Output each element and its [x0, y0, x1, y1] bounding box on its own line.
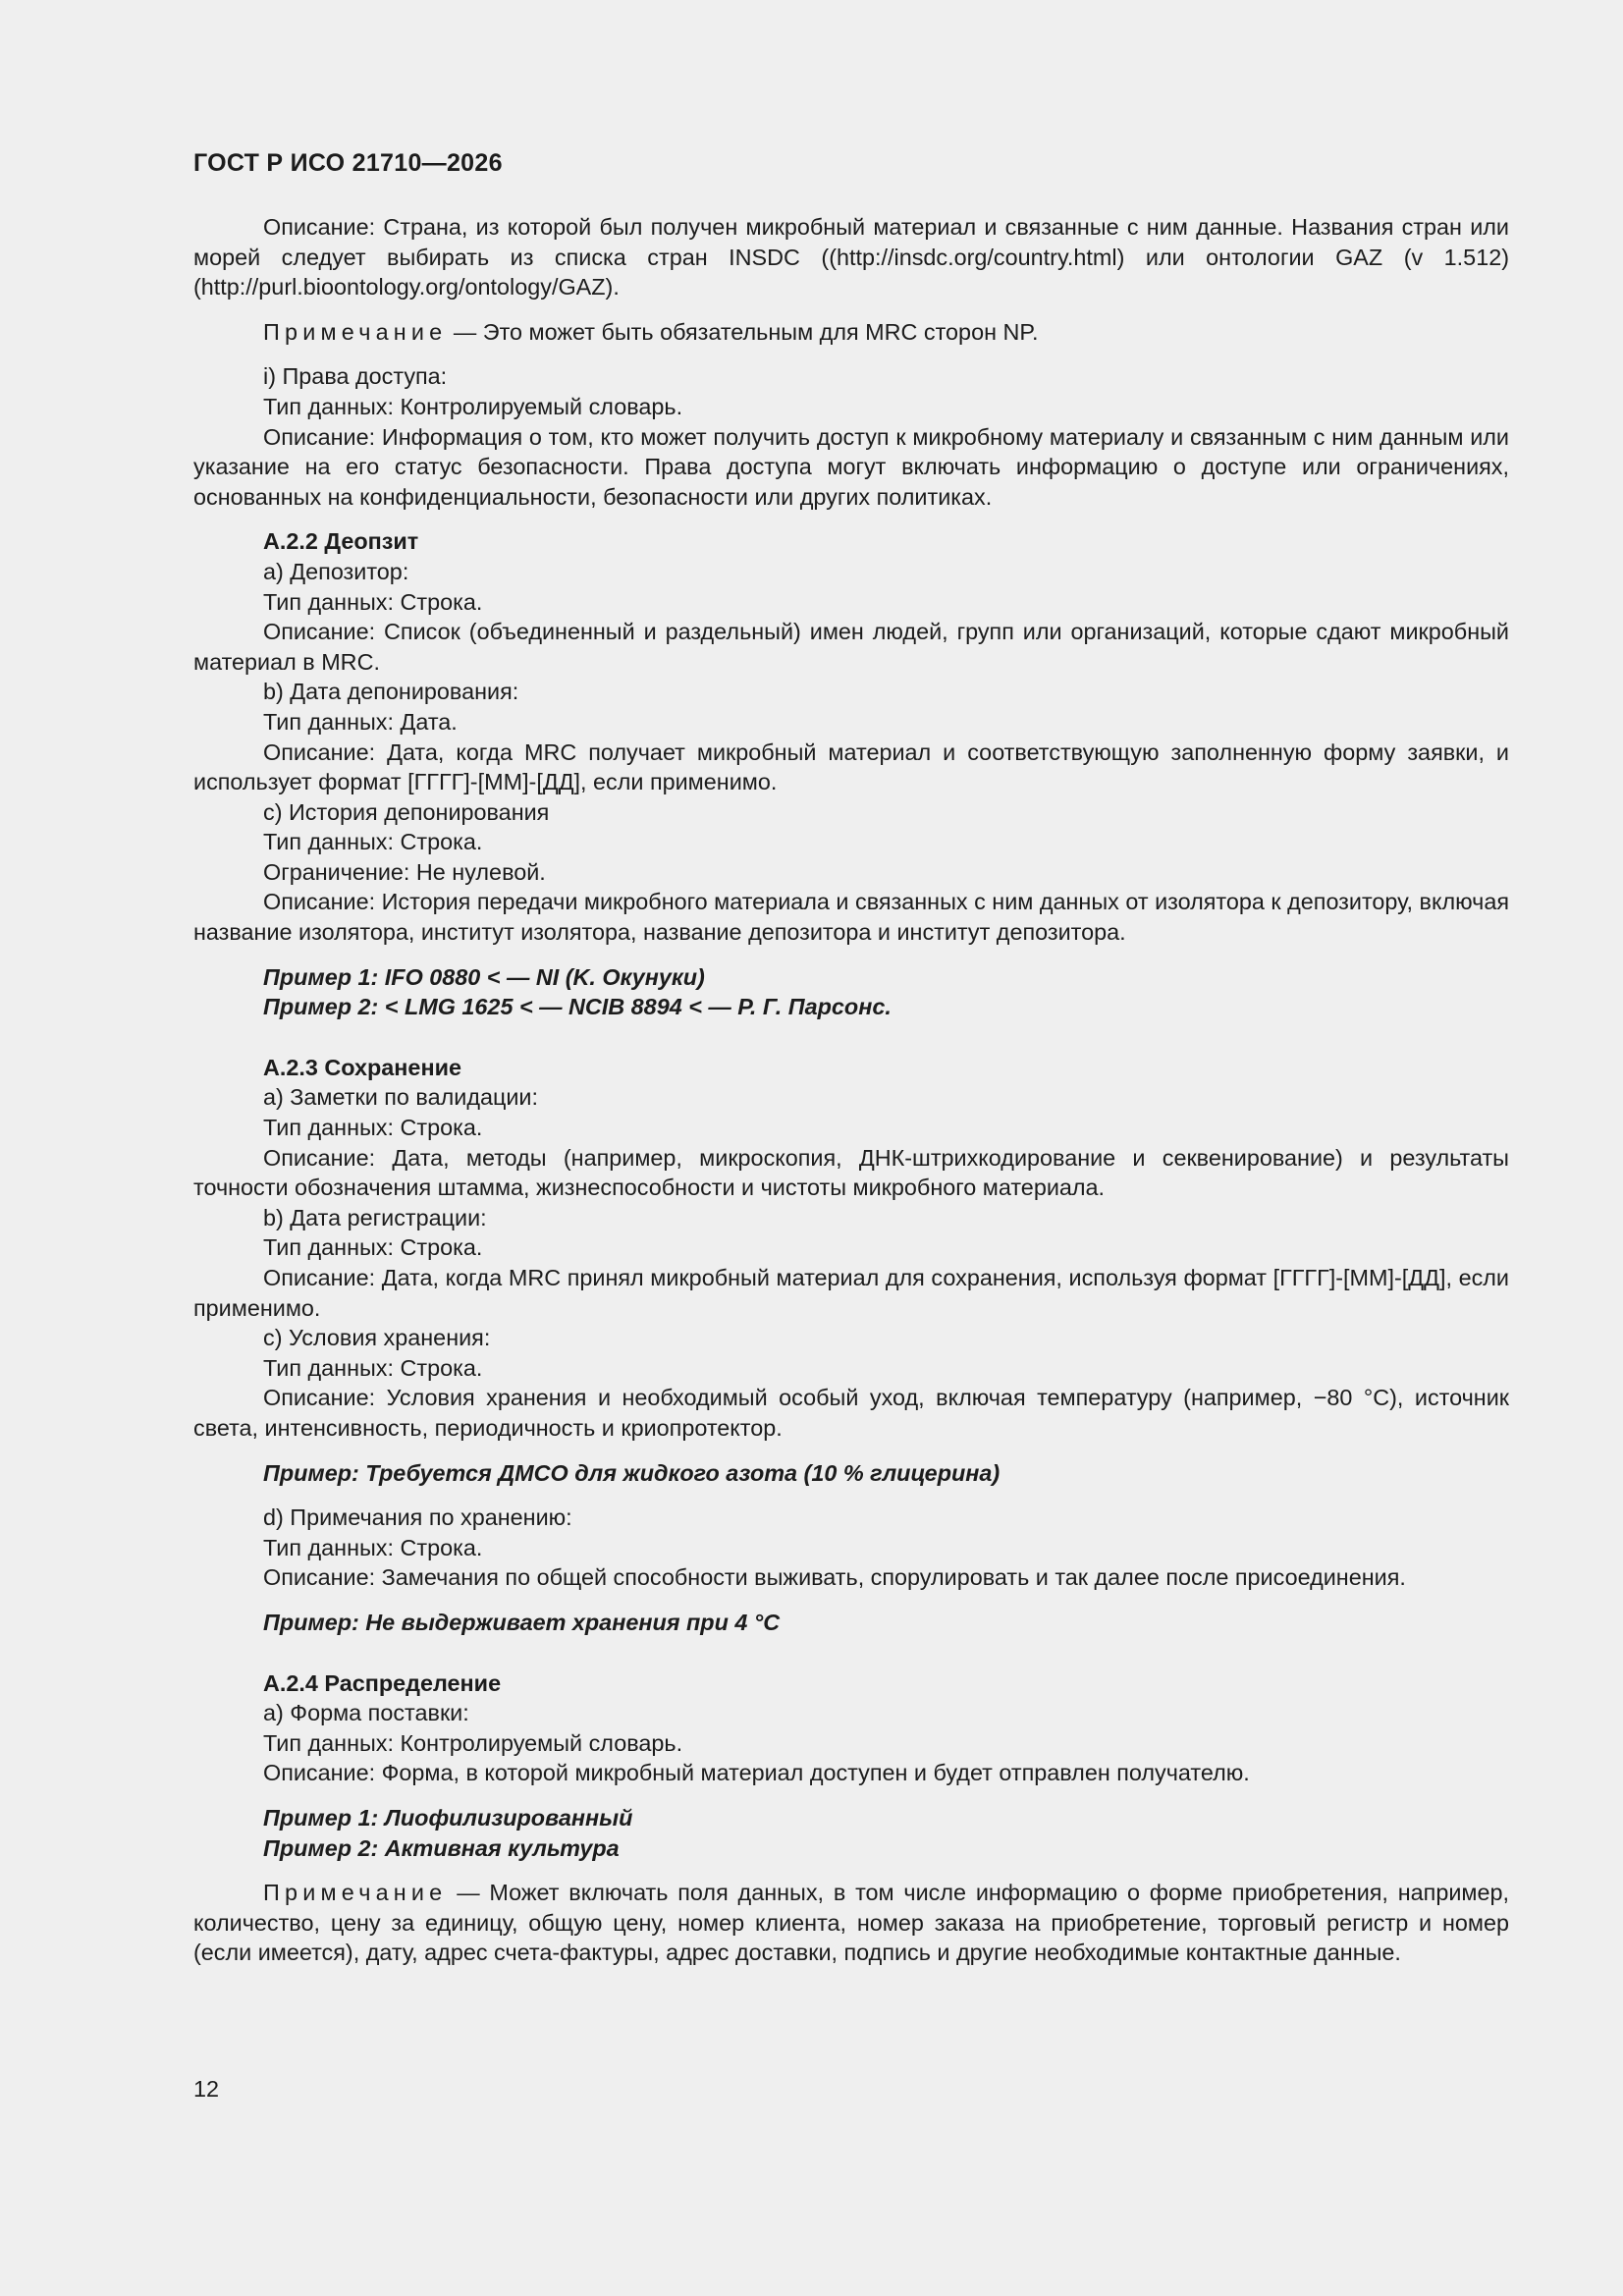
paragraph: Описание: Дата, когда MRC принял микробный материал для сохранения, используя формат [ГГГГ]-[ММ]-[ДД], если применимо. — [193, 1265, 1509, 1321]
note-dash: — — [447, 318, 483, 345]
paragraph: Тип данных: Контролируемый словарь. — [263, 1729, 683, 1756]
document-body — [193, 212, 1509, 1968]
example-line: Пример 1: IFO 0880 < — NI (K. Окунуки) — [263, 963, 705, 990]
paragraph: c) История депонирования — [263, 798, 550, 825]
paragraph: Тип данных: Строка. — [263, 1354, 483, 1381]
paragraph: Описание: Замечания по общей способности выживать, спорулировать и так далее после присоединения. — [263, 1564, 1406, 1591]
paragraph: c) Условия хранения: — [263, 1325, 491, 1351]
paragraph: а) Заметки по валидации: — [263, 1084, 539, 1111]
example-line: Пример: Не выдерживает хранения при 4 °C — [263, 1609, 781, 1635]
page-number: 12 — [193, 2076, 220, 2102]
paragraph: Описание: Информация о том, кто может получить доступ к микробному материалу и связанным с ним данным или указание на его статус безопасности. Права доступа могут включать информацию о доступе или ограничениях, основанных на конфиденциальности, безопасности или других политиках. — [193, 423, 1509, 510]
document-header: ГОСТ Р ИСО 21710—2026 — [193, 149, 503, 177]
paragraph: Тип данных: Строка. — [263, 1234, 483, 1261]
paragraph: Описание: История передачи микробного материала и связанных с ним данных от изолятора к депозитору, включая название изолятора, институт изолятора, название депозитора и институт депозитора. — [193, 889, 1509, 946]
paragraph: Описание: Условия хранения и необходимый особый уход, включая температуру (например, −80 °C), источник света, интенсивность, периодичность и криопротектор. — [193, 1385, 1509, 1441]
paragraph: b) Дата депонирования: — [263, 679, 519, 705]
note-paragraph — [193, 317, 1509, 348]
example-line: Пример: Требуется ДМСО для жидкого азота (10 % глицерина) — [263, 1459, 1001, 1486]
paragraph: Тип данных: Строка. — [263, 588, 483, 615]
paragraph: Тип данных: Строка. — [263, 829, 483, 855]
note-label: Примечание — [263, 1880, 448, 1906]
section-heading: А.2.4 Распределение — [263, 1669, 502, 1696]
example-line: Пример 1: Лиофилизированный — [263, 1804, 633, 1831]
paragraph: Тип данных: Дата. — [263, 708, 458, 735]
paragraph: Описание: Дата, методы (например, микроскопия, ДНК-штрихкодирование и секвенирование) и результаты точности обозначения штамма, жизнеспособности и чистоты микробного материала. — [193, 1144, 1509, 1201]
paragraph: Тип данных: Строка. — [263, 1115, 483, 1141]
paragraph: а) Форма поставки: — [263, 1700, 469, 1726]
example-line: Пример 2: Активная культура — [263, 1834, 620, 1861]
paragraph: Описание: Страна, из которой был получен микробный материал и связанные с ним данные. Названия стран или морей следует выбирать из списка стран INSDC ((http://insdc.org/country.html) или онтологии GAZ (v 1.512) (http://purl.bioontology.org/ontology/GAZ). — [193, 214, 1509, 301]
paragraph: Описание: Форма, в которой микробный материал доступен и будет отправлен получателю. — [263, 1760, 1250, 1786]
paragraph: Описание: Дата, когда MRC получает микробный материал и соответствующую заполненную форму заявки, и использует формат [ГГГГ]-[ММ]-[ДД], если применимо. — [193, 738, 1509, 795]
paragraph: а) Депозитор: — [263, 558, 409, 584]
paragraph: d) Примечания по хранению: — [263, 1504, 572, 1531]
note-paragraph — [193, 1878, 1509, 1968]
example-line: Пример 2: < LMG 1625 < — NCIB 8894 < — Р. Г. Парсонс. — [263, 994, 892, 1020]
paragraph: Тип данных: Контролируемый словарь. — [263, 393, 683, 419]
note-text: Это может быть обязательным для MRC сторон NP. — [482, 318, 1039, 345]
note-text: Может включать поля данных, в том числе информацию о форме приобретения, например, количество, цену за единицу, общую цену, номер клиента, номер заказа на приобретение, торговый регистр и номер (если имеется), дату, адрес счета-фактуры, адрес доставки, подпись и другие необходимые контактные данные. — [193, 1880, 1509, 1966]
note-label: Примечание — [263, 318, 448, 345]
paragraph: Описание: Список (объединенный и раздельный) имен людей, групп или организаций, которые сдают микробный материал в MRC. — [193, 619, 1509, 675]
note-dash: — — [447, 1880, 490, 1906]
paragraph: b) Дата регистрации: — [263, 1204, 487, 1230]
paragraph: Ограничение: Не нулевой. — [263, 858, 546, 885]
paragraph: i) Права доступа: — [263, 363, 448, 390]
paragraph: Тип данных: Строка. — [263, 1534, 483, 1560]
section-heading: А.2.2 Деопзит — [263, 528, 419, 555]
section-heading: А.2.3 Сохранение — [263, 1054, 461, 1080]
